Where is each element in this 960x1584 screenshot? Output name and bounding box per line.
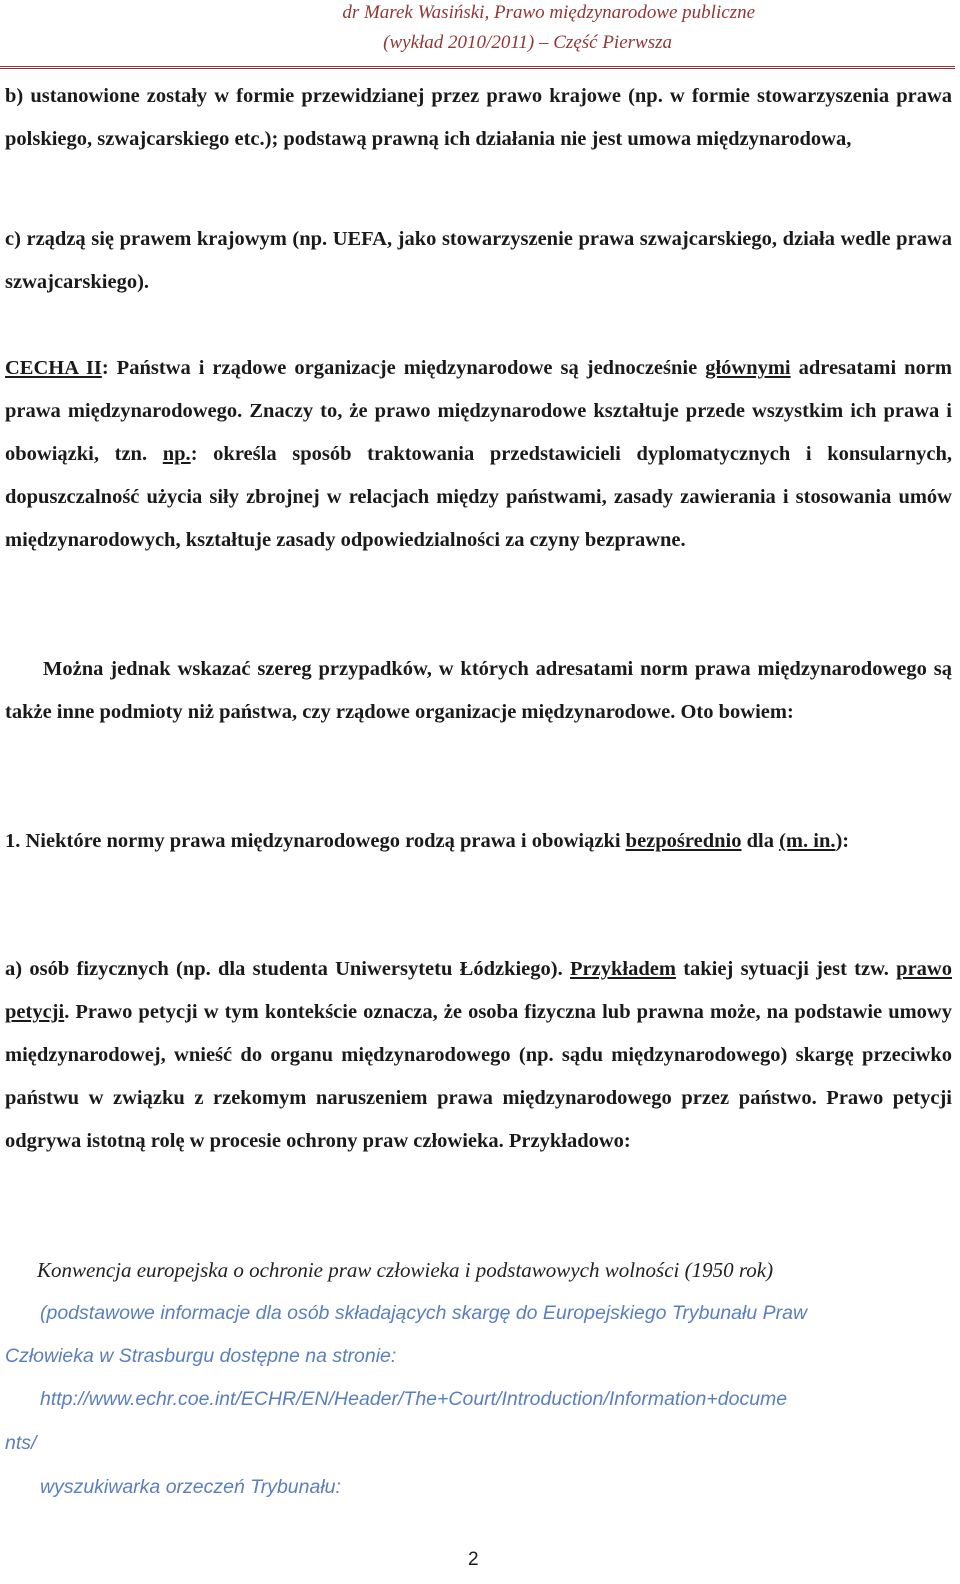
case-law-search-label: wyszukiwarka orzeczeń Trybunału:	[40, 1476, 341, 1498]
underlined-glownymi: głównymi	[705, 357, 791, 379]
info-note-line-2: Człowieka w Strasburgu dostępne na stronie:	[5, 1345, 397, 1367]
paragraph-exceptions: Można jednak wskazać szereg przypadków, w których adresatami norm prawa międzynarodowego są także inne podmioty niż państwa, czy rządowe organizacje międzynarodowe. Oto bowiem:	[5, 658, 952, 723]
underlined-np: np.	[162, 443, 191, 465]
convention-title: Konwencja europejska o ochronie praw człowieka i podstawowych wolności (1950 rok)	[37, 1258, 774, 1282]
info-note-line-1: (podstawowe informacje dla osób składających skargę do Europejskiego Trybunału Praw	[40, 1302, 808, 1324]
header-rule	[0, 66, 955, 69]
paragraph-a-natural-persons	[5, 948, 952, 1163]
text-run: a) osób fizycznych (np. dla studenta Uniwersytetu Łódzkiego).	[5, 958, 571, 980]
text-run: : określa sposób traktowania przedstawicieli dyplomatycznych i konsularnych, dopuszczalność użycia siły zbrojnej w relacjach między państwami, zasady zawierania i stosowania umów międzynarodowych, kształtuje zasady odpowiedzialności za czyny bezprawne.	[5, 443, 952, 551]
underlined-bezposrednio: bezpośrednio	[625, 830, 742, 852]
echr-link-continuation[interactable]: nts/	[5, 1432, 37, 1454]
text-run: adresatami norm prawa międzynarodowego. Znaczy to, że prawo międzynarodowe kształtuje przede wszystkim ich prawa i obowiązki, tzn.	[5, 357, 952, 465]
text-run: dla	[741, 830, 780, 852]
echr-link[interactable]: http://www.echr.coe.int/ECHR/EN/Header/The+Court/Introduction/Information+docume	[40, 1388, 788, 1410]
text-run: . Prawo petycji w tym kontekście oznacza, że osoba fizyczna lub prawna może, na podstawie umowy międzynarodowej, wnieść do organu międzynarodowego (np. sądu międzynarodowego) skargę przeciwko państwu w związku z rzekomym naruszeniem prawa międzynarodowego przez państwo. Prawo petycji odgrywa istotną rolę w procesie ochrony praw człowieka. Przykładowo:	[5, 1001, 952, 1152]
paragraph-cecha-ii	[5, 347, 952, 562]
paragraph-b: b) ustanowione zostały w formie przewidzianej przez prawo krajowe (np. w formie stowarzyszenia prawa polskiego, szwajcarskiego etc.); podstawą prawną ich działania nie jest umowa międzynarodowa,	[5, 85, 952, 150]
running-header	[0, 0, 960, 66]
cecha-ii-heading: CECHA II	[5, 357, 102, 379]
paragraph-c: c) rządzą się prawem krajowym (np. UEFA, jako stowarzyszenie prawa szwajcarskiego, działa wedle prawa szwajcarskiego).	[5, 228, 952, 293]
header-author-title: dr Marek Wasiński, Prawo międzynarodowe publiczne	[342, 2, 755, 23]
text-run: ):	[835, 830, 850, 852]
page-number: 2	[468, 1549, 479, 1570]
text-run: 1. Niektóre normy prawa międzynarodowego rodzą prawa i obowiązki	[5, 830, 626, 852]
text-run: takiej sytuacji jest tzw.	[675, 958, 897, 980]
underlined-przykladem: Przykładem	[570, 958, 676, 980]
text-run: : Państwa i rządowe organizacje międzynarodowe są jednocześnie	[101, 357, 706, 379]
underlined-m-in: (m. in.	[779, 830, 836, 852]
header-lecture-part: (wykład 2010/2011) – Część Pierwsza	[383, 32, 672, 53]
underlined-prawo-petycji: prawo petycji	[5, 958, 952, 1023]
paragraph-point-1	[5, 820, 952, 863]
